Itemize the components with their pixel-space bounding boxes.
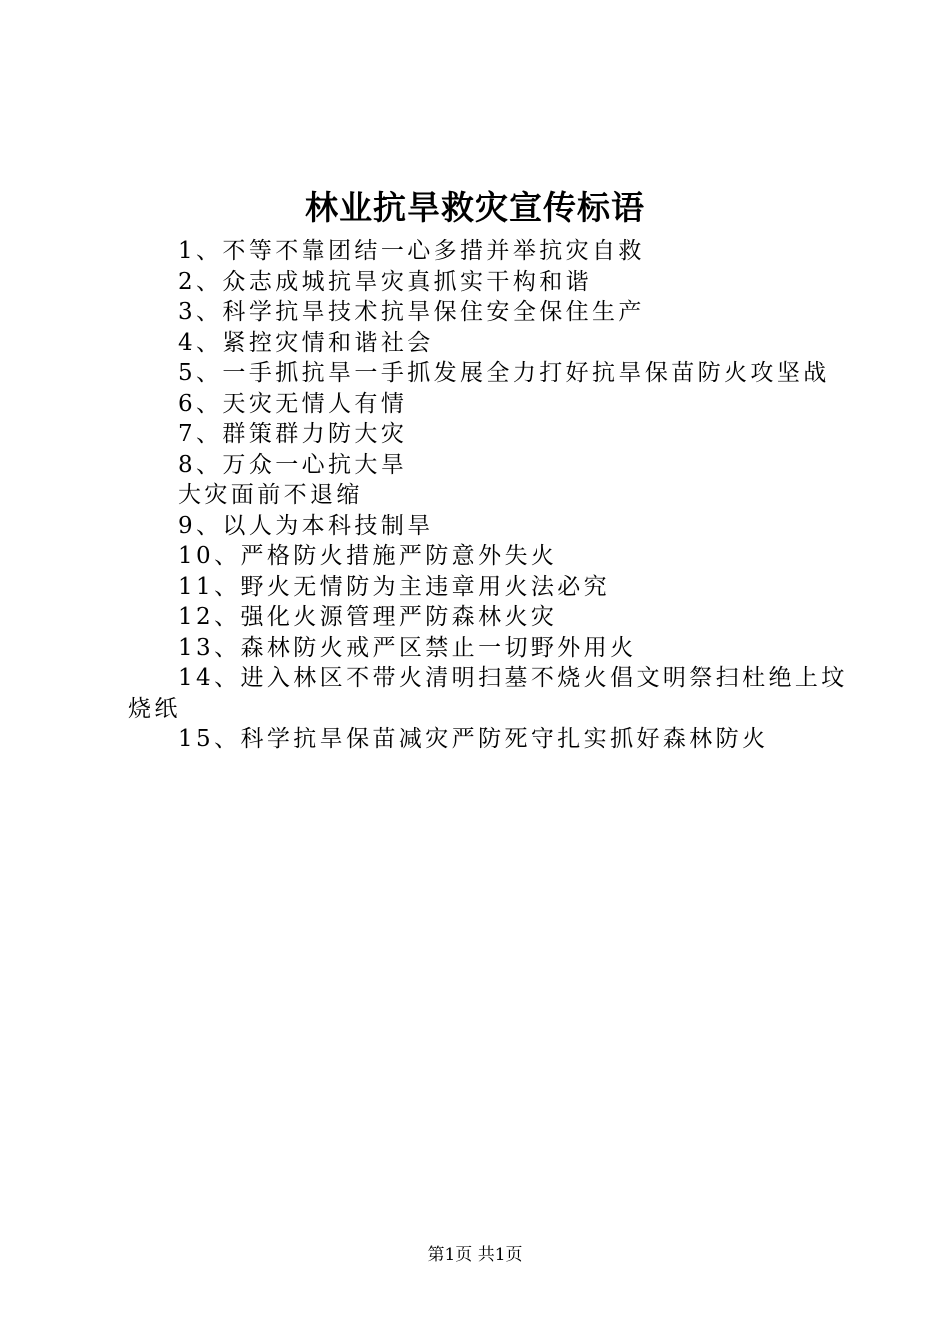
slogan-item-14: 14、进入林区不带火清明扫墓不烧火倡文明祭扫杜绝上坟烧纸 bbox=[128, 665, 848, 722]
slogan-item-7: 7、群策群力防大灾 bbox=[178, 421, 408, 447]
slogan-item-12: 12、强化火源管理严防森林火灾 bbox=[178, 604, 558, 630]
slogan-item-2: 2、众志成城抗旱灾真抓实干构和谐 bbox=[178, 268, 593, 295]
document-title: 林业抗旱救灾宣传标语 bbox=[305, 188, 645, 227]
slogan-item-9: 9、以人为本科技制旱 bbox=[178, 512, 434, 539]
slogan-item-4: 4、紧控灾情和谐社会 bbox=[178, 329, 434, 356]
slogan-item-8-continued: 大灾面前不退缩 bbox=[178, 482, 363, 508]
slogan-item-11: 11、野火无情防为主违章用火法必究 bbox=[178, 573, 611, 600]
page-footer: 第1页 共1页 bbox=[427, 1245, 523, 1265]
slogan-item-1: 1、不等不靠团结一心多措并举抗灾自救 bbox=[178, 238, 645, 264]
slogan-item-13: 13、森林防火戒严区禁止一切野外用火 bbox=[178, 634, 637, 661]
slogan-item-10: 10、严格防火措施严防意外失火 bbox=[178, 543, 558, 569]
slogan-item-15: 15、科学抗旱保苗减灾严防死守扎实抓好森林防火 bbox=[178, 726, 769, 752]
slogan-item-5: 5、一手抓抗旱一手抓发展全力打好抗旱保苗防火攻坚战 bbox=[178, 360, 830, 386]
slogan-list bbox=[128, 236, 848, 755]
slogan-item-3: 3、科学抗旱技术抗旱保住安全保住生产 bbox=[178, 299, 645, 325]
slogan-item-6: 6、天灾无情人有情 bbox=[178, 390, 408, 417]
slogan-item-8: 8、万众一心抗大旱 bbox=[178, 451, 408, 478]
